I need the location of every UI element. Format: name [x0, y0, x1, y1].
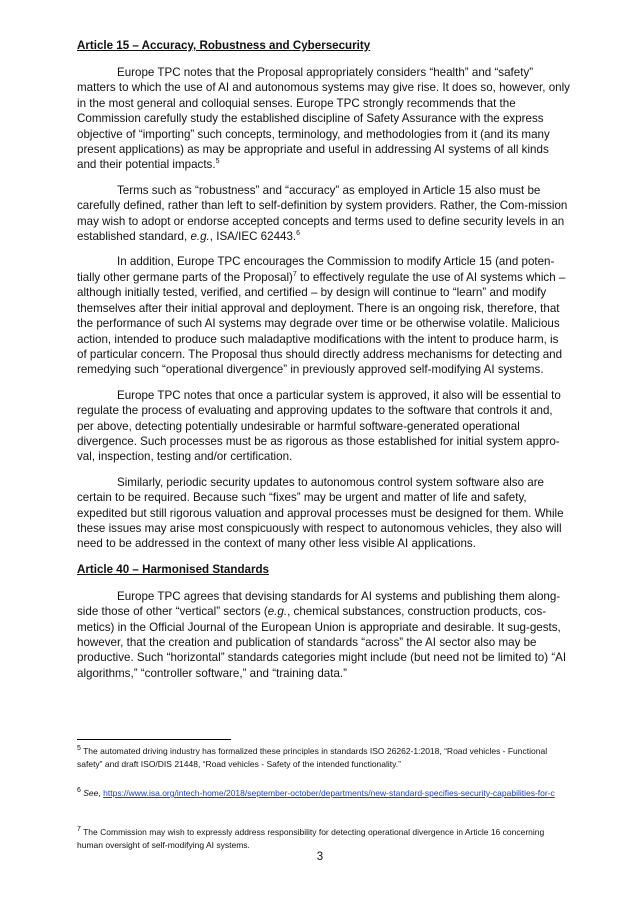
footnote-link[interactable]: https://www.isa.org/intech-home/2018/september-october/departments/new-standard-specifies-security-capabilities-for-c — [103, 788, 555, 798]
emphasis: e.g. — [190, 230, 210, 244]
footnote-6 — [77, 787, 571, 800]
footnote-comma: , — [98, 788, 104, 798]
footnote-ref-6[interactable]: 6 — [296, 230, 301, 238]
footnote-text: The automated driving industry has formalized these principles in standards ISO 26262-1:2018, “Road vehicles - Functional safety” and draft ISO/DIS 21448, “Road vehicles - Safety of the intended functionality.” — [77, 746, 548, 769]
footnote-number: 6 — [77, 787, 81, 795]
paragraph-text: In addition, Europe TPC encourages the Commission to modify Article 15 (and poten-tially other germane parts of the Proposal) — [77, 255, 555, 284]
footnote-number: 7 — [77, 826, 81, 834]
paragraph-text: Europe TPC notes that the Proposal appropriately considers “health” and “safety” matters to which the use of AI and autonomous systems may give rise. It does so, however, only in the most general and colloquial senses. Europe TPC strongly recommends that the Commission carefully study the established discipline of Safety Assurance with the express objective of “importing” such concepts, terminology, and methodologies from it (and its many present applications) as may be appropriate and useful in addressing AI systems of all kinds and their potential impacts. — [77, 66, 570, 172]
footnote-number: 5 — [77, 745, 81, 753]
article-15-paragraph-1 — [77, 65, 571, 173]
article-15-paragraph-2 — [77, 183, 571, 245]
article-15-heading: Article 15 – Accuracy, Robustness and Cybersecurity — [77, 39, 371, 52]
footnote-separator — [77, 739, 231, 740]
page-number: 3 — [316, 851, 324, 863]
footnote-7 — [77, 826, 571, 851]
article-40-paragraph-1 — [77, 589, 571, 681]
paragraph-text: Europe TPC agrees that devising standards for AI systems and publishing them along-side those of other “vertical” sectors ( — [77, 589, 561, 619]
article-15-paragraph-4: Europe TPC notes that once a particular system is approved, it also will be essential to regulate the process of evaluating and approving updates to the software that controls it and, per above, detecting potentially undesirable or harmful software-generated operational divergence. Such processes must be as rigorous as those established for initial system appro-val, inspection, testing and/or certification. — [77, 388, 561, 464]
article-15-paragraph-3 — [77, 254, 571, 377]
paragraph-text: , ISA/IEC 62443. — [209, 230, 297, 244]
paragraph-text: , chemical substances, construction products, cos-metics) in the Official Journal of the European Union is appropriate and desirable. It sug-gests, however, that the creation and publication of standards “across” the AI sector also may be productive. Such “horizontal” standards categories might include (but need not be limited to) “AI algorithms,” “controller software,” and “training data.” — [77, 605, 567, 680]
emphasis: e.g. — [267, 605, 288, 619]
paragraph-text: Terms such as “robustness” and “accuracy” as employed in Article 15 also must be carefully defined, rather than left to self-definition by system providers. Rather, the Com-mission may wish to adopt or endorse accepted concepts and terms used to define security levels in an established standard, — [77, 183, 568, 244]
paragraph-text: to effectively regulate the use of AI systems which – although initially tested, verified, and certified – by design will continue to “learn” and modify themselves after their initial approval and deployment. There is an ongoing risk, therefore, that the performance of such AI systems may degrade over time or be otherwise volatile. Malicious action, intended to produce such maladaptive modifications with the intent to produce harm, is of particular concern. The Proposal thus should directly address mechanisms for detecting and remedying such “operational divergence” in previously approved self-modifying AI systems. — [77, 270, 566, 377]
footnote-see: See — [80, 788, 99, 798]
article-15-paragraph-5: Similarly, periodic security updates to autonomous control system software also are certain to be required. Because such “fixes” may be urgent and matter of life and safety, expedited but still rigorous valuation and approval processes must be designed for them. While these issues may arise most conspicuously with respect to autonomous vehicles, they also will need to be addressed in the context of many other less visible AI applications. — [77, 475, 564, 551]
footnote-text: The Commission may wish to expressly address responsibility for detecting operational divergence in Article 16 concerning human oversight of self-modifying AI systems. — [77, 827, 545, 850]
footnote-ref-5[interactable]: 5 — [215, 158, 220, 166]
article-40-heading: Article 40 – Harmonised Standards — [77, 562, 270, 576]
footnote-5 — [77, 745, 571, 770]
footnote-ref-7[interactable]: 7 — [292, 271, 297, 279]
main-text — [77, 38, 571, 691]
